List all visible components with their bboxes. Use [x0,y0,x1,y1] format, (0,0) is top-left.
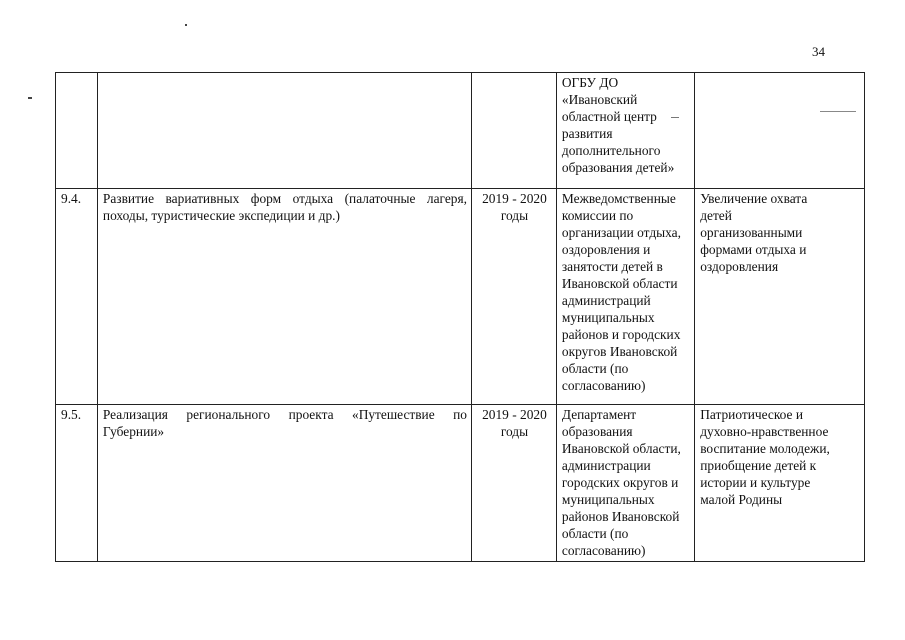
table-row [56,73,865,189]
cell-result: Увеличение охвата детей организованными формами отдыха и оздоровления [695,189,865,405]
cell-executor: Департамент образования Ивановской области, администрации городских округов и муниципальных районов Ивановской области (по согласованию) [556,405,694,562]
plan-table [55,72,865,562]
cell-executor: ОГБУ ДО «Ивановский областной центр развития дополнительного образования детей» [556,73,694,189]
cell-description: Развитие вариативных форм отдыха (палаточные лагеря, походы, туристические экспедиции и др.) [97,189,471,405]
cell-period: 2019 - 2020 годы [472,405,557,562]
scan-speck [185,24,187,26]
cell-description: Реализация регионального проекта «Путешествие по Губернии» [97,405,471,562]
cell-period: 2019 - 2020 годы [472,189,557,405]
cell-number: 9.5. [56,405,98,562]
table-row [56,189,865,405]
page-number: 34 [812,44,825,59]
cell-description [97,73,471,189]
cell-number [56,73,98,189]
cell-number: 9.4. [56,189,98,405]
cell-executor: Межведомственные комиссии по организации отдыха, оздоровления и занятости детей в Ивановской области администраций муниципальных районов и городских округов Ивановской области (по согласованию) [556,189,694,405]
cell-result [695,73,865,189]
table-row [56,405,865,562]
cell-period [472,73,557,189]
cell-result: Патриотическое и духовно-нравственное воспитание молодежи, приобщение детей к истории и культуре малой Родины [695,405,865,562]
scan-speck [28,97,32,99]
